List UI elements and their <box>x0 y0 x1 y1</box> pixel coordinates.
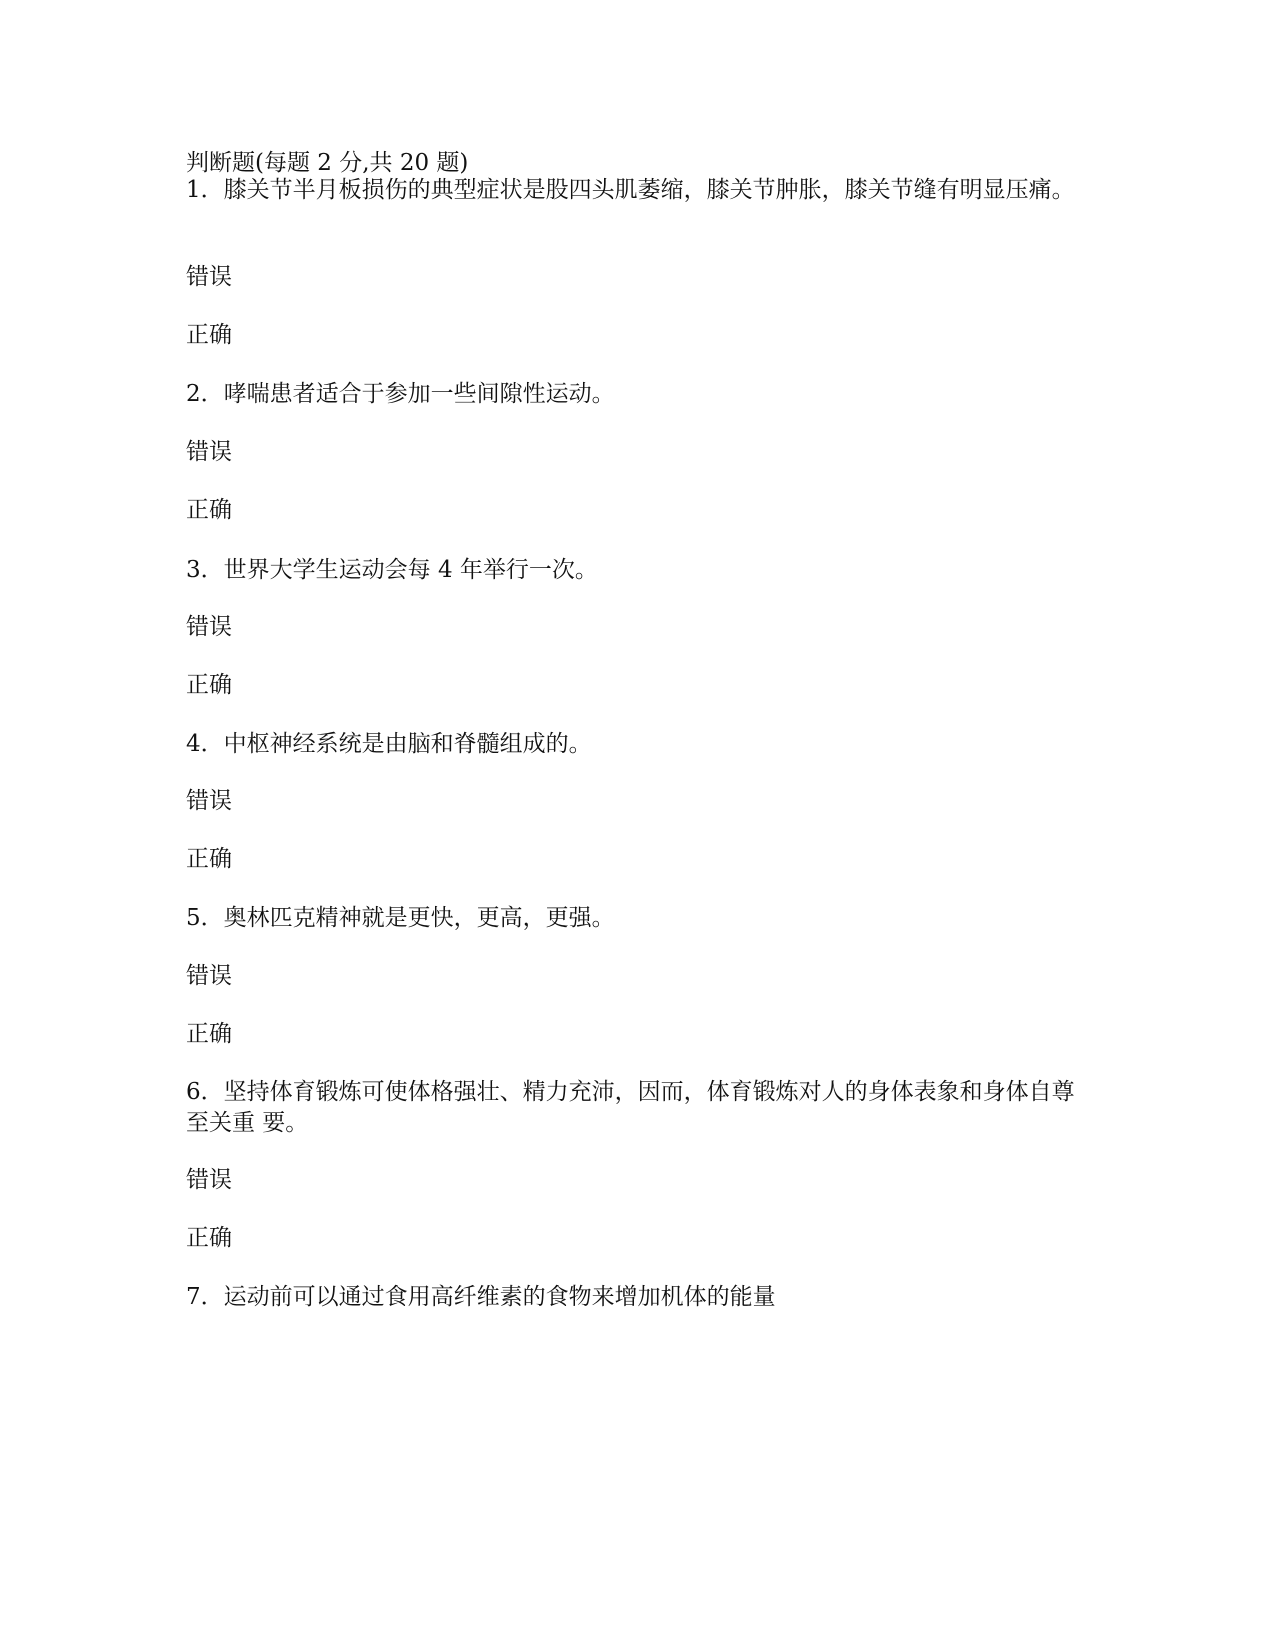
section-title: 判断题(每题 2 分,共 20 题) <box>186 150 469 176</box>
question-1-text: 1．膝关节半月板损伤的典型症状是股四头肌萎缩，膝关节肿胀，膝关节缝有明显压痛。 <box>186 177 1075 203</box>
question-2-text: 2．哮喘患者适合于参加一些间隙性运动。 <box>186 381 615 407</box>
question-4-option-true[interactable]: 正确 <box>186 846 232 872</box>
question-3-option-false[interactable]: 错误 <box>186 614 232 640</box>
question-5-option-false[interactable]: 错误 <box>186 963 232 989</box>
question-7-text: 7．运动前可以通过食用高纤维素的食物来增加机体的能量 <box>186 1284 776 1310</box>
question-3-option-true[interactable]: 正确 <box>186 672 232 698</box>
question-1-option-true[interactable]: 正确 <box>186 322 232 348</box>
question-1-option-false[interactable]: 错误 <box>186 264 232 290</box>
question-4-option-false[interactable]: 错误 <box>186 788 232 814</box>
question-6-text: 6．坚持体育锻炼可使体格强壮、精力充沛，因而，体育锻炼对人的身体表象和身体自尊至关重 要。 <box>186 1079 1075 1136</box>
question-3-text: 3．世界大学生运动会每 4 年举行一次。 <box>186 557 598 583</box>
question-4-text: 4．中枢神经系统是由脑和脊髓组成的。 <box>186 731 592 757</box>
question-5-text: 5．奥林匹克精神就是更快，更高，更强。 <box>186 905 615 931</box>
question-6-option-false[interactable]: 错误 <box>186 1167 232 1193</box>
question-2-option-true[interactable]: 正确 <box>186 497 232 523</box>
question-5-option-true[interactable]: 正确 <box>186 1021 232 1047</box>
question-2-option-false[interactable]: 错误 <box>186 439 232 465</box>
question-6-option-true[interactable]: 正确 <box>186 1225 232 1251</box>
